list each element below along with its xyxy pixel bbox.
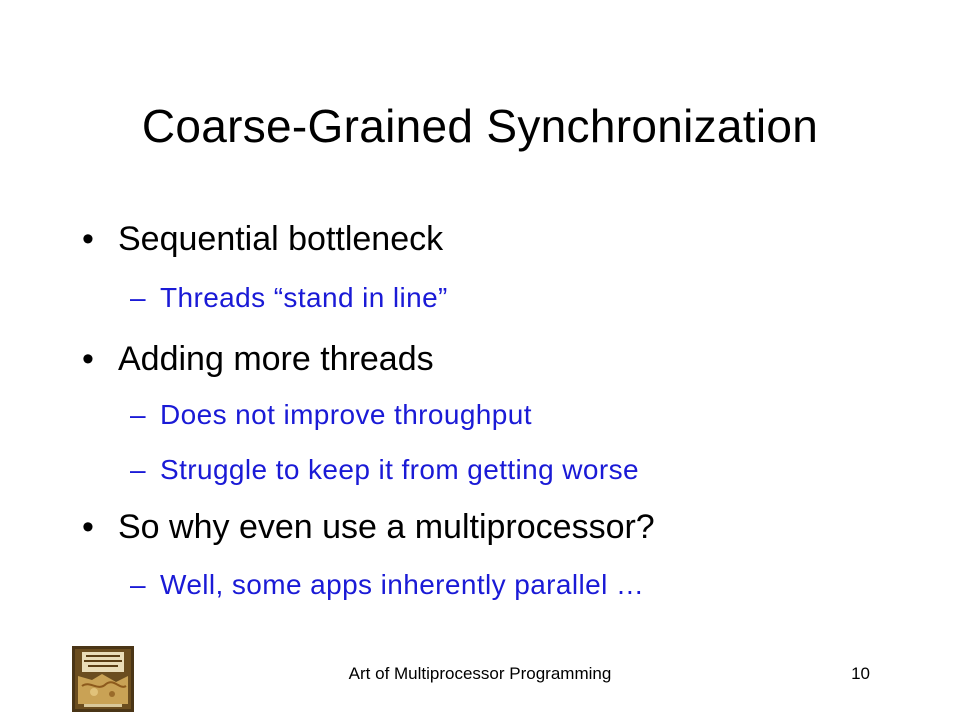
bullet-text: Sequential bottleneck [118,220,444,258]
sub-bullet-marker: – [130,454,146,485]
bullet-marker: • [82,508,94,546]
bullet-text: So why even use a multiprocessor? [118,508,655,546]
sub-bullet-text: Does not improve throughput [160,399,532,430]
sub-bullet-item [130,280,448,316]
slide-title: Coarse-Grained Synchronization [141,100,819,152]
sub-bullet-item [130,397,532,433]
sub-bullet-marker: – [130,282,146,313]
page-number: 10 [851,664,870,683]
bullet-text: Adding more threads [118,340,434,378]
bullet-item [82,217,443,261]
sub-bullet-item [130,452,639,488]
sub-bullet-item [130,567,644,603]
sub-bullet-text: Struggle to keep it from getting worse [160,454,639,485]
bullet-item [82,505,655,549]
sub-bullet-text: Well, some apps inherently parallel … [160,569,645,600]
sub-bullet-marker: – [130,569,146,600]
footer-title: Art of Multiprocessor Programming [348,664,612,683]
bullet-item [82,337,434,381]
sub-bullet-text: Threads “stand in line” [160,282,448,313]
sub-bullet-marker: – [130,399,146,430]
bullet-marker: • [82,220,94,258]
bullet-marker: • [82,340,94,378]
